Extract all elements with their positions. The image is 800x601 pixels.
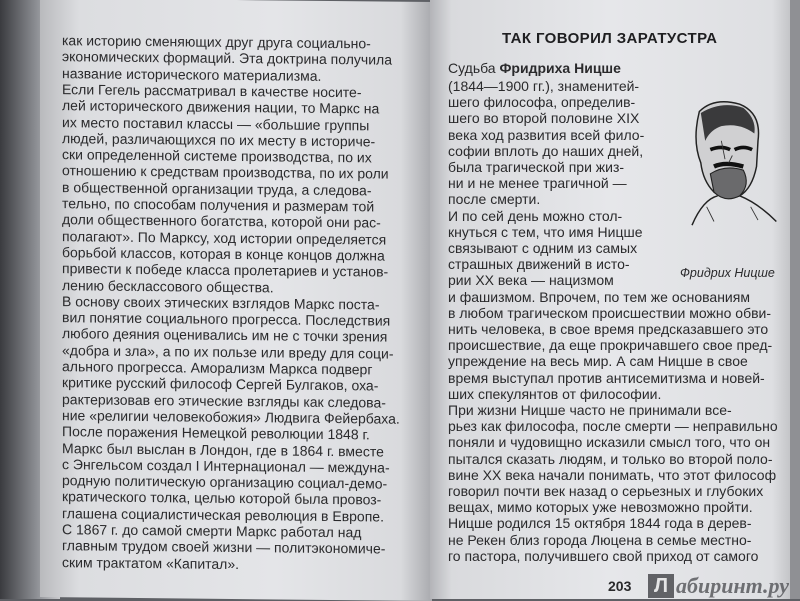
text-line: после смерти. (448, 191, 541, 208)
text-line: века ход развития всей фило- (448, 126, 645, 143)
text-line: людей, различающихся по их месту в историче- (62, 129, 376, 150)
text-line: В основу своих этических взглядов Маркс поста- (62, 292, 380, 313)
text-line: При жизни Ницше часто не принимали все- (448, 402, 732, 418)
text-line: ски определенной системе производства, по их (62, 146, 372, 166)
text-line: доли общественного богатства, которой они рас- (62, 211, 381, 231)
text-line (448, 60, 621, 76)
text-line: ни и не менее трагичной — (448, 175, 627, 192)
labirint-watermark-logo (648, 573, 789, 599)
text-line: лей исторического движения нации, то Маркс на (62, 97, 380, 117)
intro-prefix: Судьба (448, 60, 500, 76)
text-line: как историю сменяющих друг друга социально- (62, 32, 371, 52)
text-line: полагают». По Марксу, ход истории определяется (62, 227, 387, 248)
text-line: софии вплоть до наших дней, (448, 142, 644, 159)
text-line: родную политическую организацию социал-демо- (62, 472, 388, 492)
text-line: борьбой классов, которая в конце концов должна (62, 244, 385, 264)
text-line: кнуться с тем, что имя Ницше (448, 223, 643, 240)
intro-bold-name: Фридриха Ницше (499, 60, 621, 76)
text-line: вине XX века начали понимать, что этот философ (448, 466, 777, 483)
text-line: была трагической при жиз- (448, 159, 625, 175)
text-line: С 1867 г. до самой смерти Маркс работал над (62, 521, 362, 541)
text-line: Если Гегель рассматривал в качестве носите- (62, 81, 362, 101)
text-line: с Энгельсом создал I Интернационал — междуна- (62, 455, 390, 476)
text-line: рактеризовав его этические взгляды как следова- (62, 390, 386, 411)
running-title: ТАК ГОВОРИЛ ЗАРАТУСТРА (502, 30, 718, 47)
text-line: страшных движений в исто- (448, 256, 630, 273)
text-line: их место поставил классы — «большие группы (62, 113, 370, 133)
text-line: и фашизмом. Впрочем, по тем же основаниям (448, 288, 750, 305)
text-line: ние «религии человекобожия» Людвига Фейербаха. (62, 407, 400, 427)
text-line: шего философа, определив- (448, 94, 636, 111)
nietzsche-portrait-illustration (670, 66, 780, 256)
text-line: пытался сказать людям, и только во второй поло- (448, 450, 773, 467)
text-line: в любом трагическом происшествии можно обви- (448, 304, 772, 321)
text-line: ших спекулянтов от философии. (448, 385, 662, 402)
text-line: (1844—1900 гг.), знаменитей- (448, 78, 640, 94)
text-line: рьез как философа, после смерти — неправильно (448, 418, 778, 435)
watermark-text: абиринт.ру (676, 573, 790, 598)
text-line: вещах, мимо которых уже невозможно пройти. (448, 499, 753, 516)
text-line: шего во второй половине XIX (448, 110, 640, 127)
text-line: И по сей день можно стол- (448, 207, 623, 224)
text-line: в общественной организации труда, а следова- (62, 178, 372, 199)
text-line: отношению к средствам производства, по их роли (62, 162, 389, 182)
text-line: кратического толка, целью которой была провоз- (62, 488, 382, 508)
text-line: привести к победе класса пролетариев и установ- (62, 260, 389, 280)
text-line: упреждение на весь мир. А сам Ницше в свое (448, 353, 748, 370)
page-stack-edge (790, 0, 800, 599)
text-line: вил понятие социального прогресса. Последствия (62, 309, 391, 329)
text-line: После поражения Немецкой революции 1848 г. (62, 423, 370, 443)
text-line: рии XX века — нацизмом (448, 272, 614, 289)
text-line: Ницше родился 15 октября 1844 года в дерев- (448, 515, 752, 532)
watermark-letter: Л (648, 574, 674, 598)
portrait-caption: Фридрих Ницше (680, 266, 775, 280)
text-line: говорил почти век назад о серьезных и глубоких (448, 483, 764, 499)
left-page (40, 0, 432, 601)
text-line: ским трактатом «Капитал». (62, 553, 240, 572)
right-page (430, 0, 790, 599)
text-line: поняли и чудовищно исказили смысл того, что он (448, 434, 771, 451)
text-line: не Рекен близ города Люцена в семье местно- (448, 531, 752, 548)
text-line: связывают с одним из самых (448, 240, 638, 256)
text-line: нить человека, в свое время предсказавшего это (448, 321, 769, 337)
text-line: Маркс был выслан в Лондон, где в 1864 г. вместе (62, 439, 384, 460)
text-line: лению бесклассового общества. (62, 276, 274, 295)
text-line: название исторического материализма. (62, 64, 322, 84)
text-line: экономических формаций. Эта доктрина получила (62, 48, 392, 68)
text-line: тельно, по способам получения и размерам той (62, 195, 375, 215)
text-line: любого деяния оценивались им не с точки зрения (62, 325, 388, 345)
text-line: время выступал против антисемитизма и новей- (448, 369, 765, 386)
text-line: происшествие, да еще прокричавшего свое пред- (448, 337, 773, 354)
page-number: 203 (608, 578, 632, 594)
text-line: главным трудом своей жизни — политэкономиче- (62, 537, 386, 557)
text-line: глашена социалистическая революция в Европе. (62, 504, 384, 525)
text-line: критике русский философ Сергей Булгаков, оха- (62, 374, 379, 394)
text-line: «добра и зла», а по их пользе или вреду для соци- (62, 341, 394, 362)
text-line: ального прогресса. Аморализм Маркса подверг (62, 358, 373, 378)
text-line: го пастора, получившего свой приход от самого (448, 547, 759, 564)
